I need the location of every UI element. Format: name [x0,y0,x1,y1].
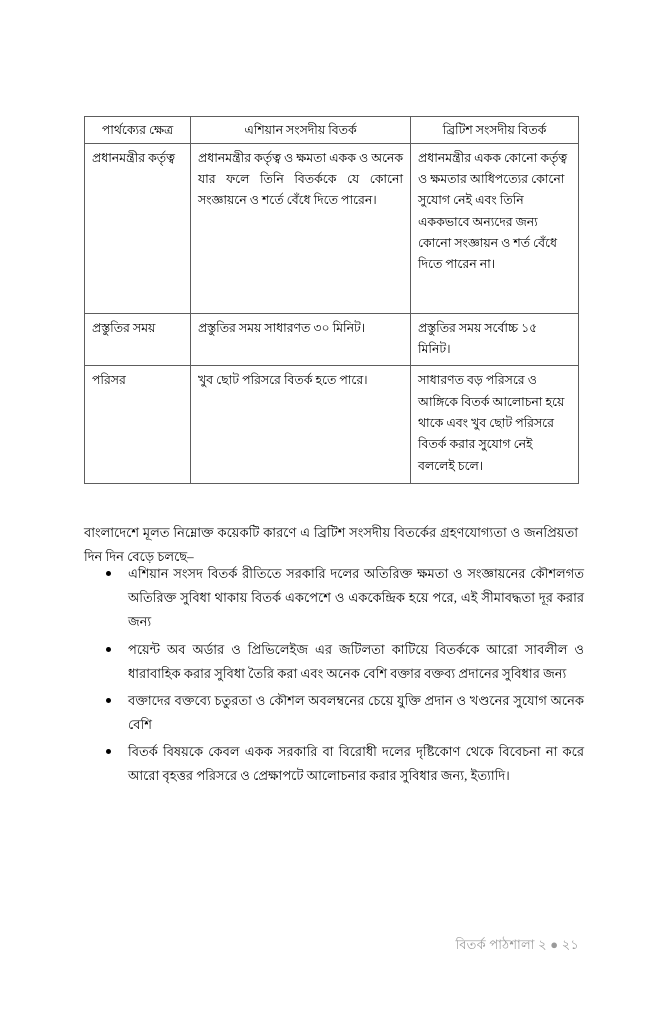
cell-aspect: প্রধানমন্ত্রীর কর্তৃত্ব [85,143,191,313]
comparison-table-container [84,116,578,484]
list-item [84,689,584,737]
cell-asian: প্রস্তুতির সময় সাধারণত ৩০ মিনিট। [191,313,411,366]
table-body [85,143,579,484]
bullet-dot-icon [106,698,111,703]
cell-aspect: পরিসর [85,366,191,484]
table-row [85,366,579,484]
cell-asian: খুব ছোট পরিসরে বিতর্ক হতে পারে। [191,366,411,484]
column-header-british: ব্রিটিশ সংসদীয় বিতর্ক [411,117,579,144]
cell-british: প্রধানমন্ত্রীর একক কোনো কর্তৃত্ব ও ক্ষমতার আধিপত্যের কোনো সুযোগ নেই এবং তিনি এককভাবে অন্যদের জন্য কোনো সংজ্ঞায়ন ও শর্ত বেঁধে দিতে পারেন না। [411,143,579,313]
list-item-text: এশিয়ান সংসদ বিতর্ক রীতিতে সরকারি দলের অতিরিক্ত ক্ষমতা ও সংজ্ঞায়নের কৌশলগত অতিরিক্ত সুবিধা থাকায় বিতর্ক একপেশে ও এককেন্দ্রিক হয়ে পরে, এই সীমাবদ্ধতা দূর করার জন্য [128,566,584,630]
cell-british: প্রস্তুতির সময় সর্বোচ্চ ১৫ মিনিট। [411,313,579,366]
list-item [84,562,584,635]
cell-aspect: প্রস্তুতির সময় [85,313,191,366]
table-row [85,313,579,366]
bullet-dot-icon [106,749,111,754]
list-item [84,740,584,788]
column-header-asian: এশিয়ান সংসদীয় বিতর্ক [191,117,411,144]
list-item-text: পয়েন্ট অব অর্ডার ও প্রিভিলেইজ এর জটিলতা কাটিয়ে বিতর্ককে আরো সাবলীল ও ধারাবাহিক করার সুবিধা তৈরি করা এবং অনেক বেশি বক্তার বক্তব্য প্রদানের সুবিধার জন্য [128,641,584,681]
table-row [85,143,579,313]
cell-asian: প্রধানমন্ত্রীর কর্তৃত্ব ও ক্ষমতা একক ও অনেক যার ফলে তিনি বিতর্ককে যে কোনো সংজ্ঞায়নে ও শর্তে বেঁধে দিতে পারেন। [191,143,411,313]
bullet-dot-icon [106,647,111,652]
list-item [84,638,584,686]
table-header [85,117,579,144]
reasons-list [84,562,584,792]
list-item-text: বক্তাদের বক্তব্যে চতুরতা ও কৌশল অবলম্বনের চেয়ে যুক্তি প্রদান ও খণ্ডনের সুযোগ অনেক বেশি [128,692,584,733]
list-item-text: বিতর্ক বিষয়কে কেবল একক সরকারি বা বিরোধী দলের দৃষ্টিকোণ থেকে বিবেচনা না করে আরো বৃহত্তর পরিসরে ও প্রেক্ষাপটে আলোচনার করার সুবিধার জন্য, ইত্যাদি। [128,744,584,784]
column-header-aspect: পার্থক্যের ক্ষেত্র [85,117,191,144]
table-header-row [85,117,579,144]
comparison-table [84,116,579,484]
lead-paragraph: বাংলাদেশে মূলত নিম্নোক্ত কয়েকটি কারণে এ ব্রিটিশ সংসদীয় বিতর্কের গ্রহণযোগ্যতা ও জনপ্রিয়তা দিন দিন বেড়ে চলছে– [84,525,578,564]
page-footer: বিতর্ক পাঠশালা ২ ● ২১ [455,937,579,952]
bullet-dot-icon [106,571,111,576]
cell-british: সাধারণত বড় পরিসরে ও আঙ্গিকে বিতর্ক আলোচনা হয়ে থাকে এবং খুব ছোট পরিসরে বিতর্ক করার সুযোগ নেই বললেই চলে। [411,366,579,484]
